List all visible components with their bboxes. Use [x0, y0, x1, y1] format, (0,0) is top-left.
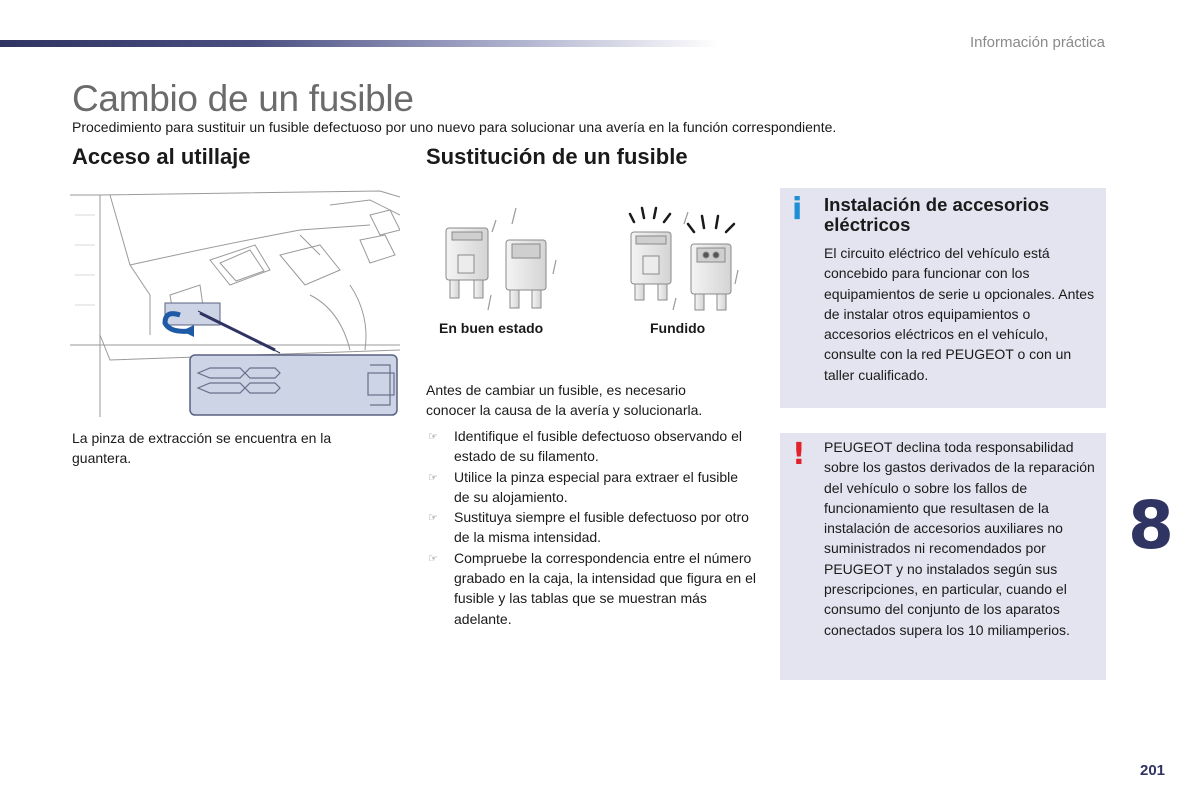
info-box [780, 188, 1106, 408]
info-box-title: Instalación de accesorios eléctricos [824, 194, 1050, 235]
heading-acceso-utillaje: Acceso al utillaje [72, 144, 251, 169]
utillaje-caption: La pinza de extracción se encuentra en la guantera. [72, 430, 332, 467]
instruction-list [426, 426, 756, 629]
list-item [426, 426, 756, 467]
warning-box-text: PEUGEOT declina toda responsabilidad sobre los gastos derivados de la reparación del vehículo o sobre los fallos de funcionamiento que resultasen de la instalación de accesorios auxiliares no suministrados ni recomendados por PEUGEOT y no instalados según sus prescripciones, en particular, cuando el consumo del conjunto de los aparatos conectados supera los 10 miliamperios. [824, 439, 1095, 638]
blown-fuse-front-icon [631, 232, 671, 300]
blown-fuse-side-icon [691, 244, 731, 310]
list-item-text: Compruebe la correspondencia entre el número grabado en la caja, la intensidad que figura en el fusible y las tablas que se muestran más adelante. [454, 549, 756, 627]
glovebox-illustration [70, 185, 400, 417]
list-item [426, 467, 756, 508]
info-icon: i [792, 192, 803, 227]
good-fuse-side-icon [506, 240, 546, 308]
heading-sustitucion-fusible: Sustitución de un fusible [426, 144, 688, 169]
pointing-hand-icon: ☞ [428, 431, 438, 443]
pointing-hand-icon: ☞ [428, 471, 438, 484]
list-item-text: Sustituya siempre el fusible defectuoso por otro de la misma intensidad. [454, 509, 749, 546]
fuse-good-label: En buen estado [439, 320, 544, 336]
warning-box [780, 433, 1106, 680]
good-fuse-front-icon [446, 228, 488, 298]
list-item-text: Utilice la pinza especial para extraer el fusible de su alojamiento. [454, 468, 739, 505]
page-title: Cambio de un fusible [72, 78, 414, 119]
chapter-number: 8 [1128, 487, 1174, 564]
page-subtitle: Procedimiento para sustituir un fusible defectuoso por uno nuevo para solucionar una avería en la función correspondiente. [72, 119, 837, 135]
section-label: Información práctica [969, 34, 1105, 51]
sustitucion-intro: Antes de cambiar un fusible, es necesario conocer la causa de la avería y solucionarla. [426, 382, 703, 419]
list-item [426, 548, 756, 629]
warning-icon: ! [792, 437, 806, 472]
page-number: 201 [1140, 762, 1166, 779]
header-bar [0, 40, 720, 47]
fuse-blown-label: Fundido [650, 320, 706, 336]
fuse-comparison-illustration [426, 200, 756, 318]
list-item [426, 507, 756, 548]
pointing-hand-icon: ☞ [428, 512, 438, 525]
info-box-text: El circuito eléctrico del vehículo está concebido para funcionar con los equipamientos de serie u opcionales. Antes de instalar otros equipamientos o accesorios eléctricos en el vehículo, consulte con la red PEUGEOT o con un taller cualificado. [824, 245, 1095, 383]
pointing-hand-icon: ☞ [428, 552, 438, 565]
list-item-text: Identifique el fusible defectuoso observando el estado de su filamento. [454, 428, 742, 465]
